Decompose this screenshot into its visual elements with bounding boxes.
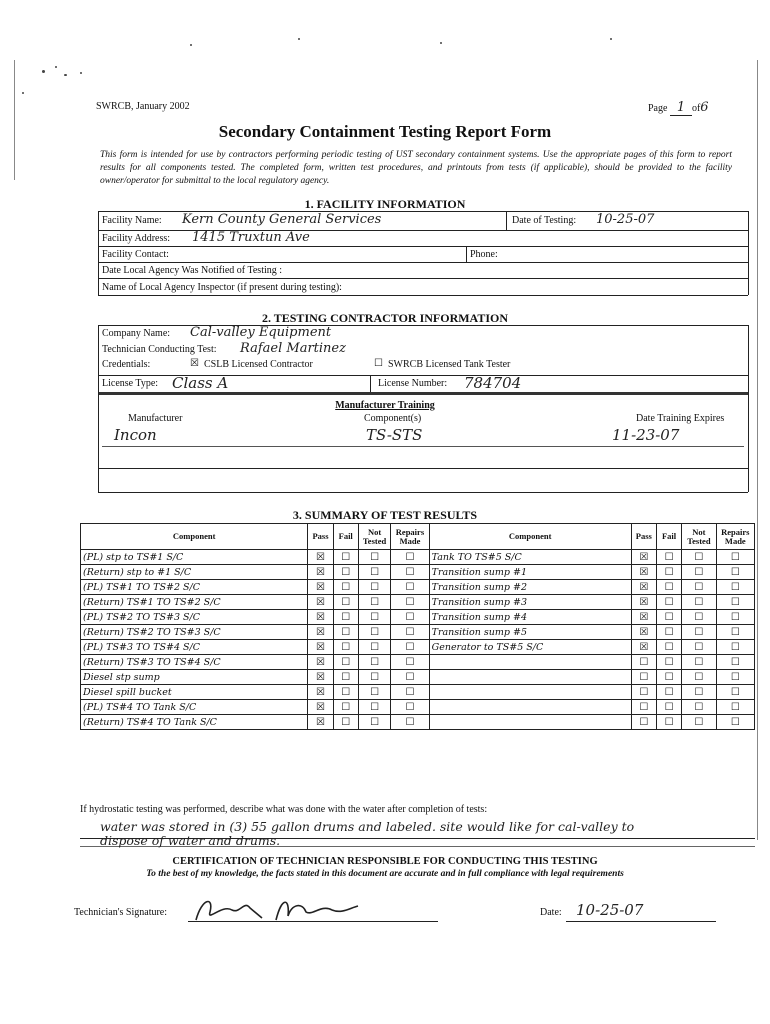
not-tested-checkbox[interactable]: ☐: [682, 655, 716, 670]
page-of-label: of: [691, 103, 701, 114]
pass-checkbox[interactable]: ☒: [631, 580, 656, 595]
license-number-label: License Number:: [378, 378, 448, 389]
section3-heading: 3. SUMMARY OF TEST RESULTS: [292, 508, 478, 522]
credentials-label: Credentials:: [102, 359, 151, 370]
component-cell[interactable]: Transition sump #3: [429, 595, 631, 610]
repairs-checkbox[interactable]: ☐: [391, 580, 429, 595]
component-cell[interactable]: (PL) stp to TS#1 S/C: [81, 550, 308, 565]
table-row: [81, 610, 755, 625]
table-row: [81, 715, 755, 730]
table-row: [81, 595, 755, 610]
not-tested-checkbox[interactable]: ☐: [358, 550, 390, 565]
not-tested-checkbox[interactable]: ☐: [358, 640, 390, 655]
repairs-checkbox[interactable]: ☐: [391, 565, 429, 580]
fail-checkbox[interactable]: ☐: [333, 580, 358, 595]
not-tested-checkbox[interactable]: ☐: [682, 595, 716, 610]
repairs-checkbox[interactable]: ☐: [716, 700, 754, 715]
not-tested-checkbox[interactable]: ☐: [358, 670, 390, 685]
col-fail-left: Fail: [333, 524, 358, 550]
repairs-checkbox[interactable]: ☐: [716, 610, 754, 625]
table-row: [81, 700, 755, 715]
component-cell[interactable]: Transition sump #5: [429, 625, 631, 640]
pass-checkbox[interactable]: ☒: [308, 640, 333, 655]
not-tested-checkbox[interactable]: ☐: [358, 685, 390, 700]
component-cell[interactable]: [429, 655, 631, 670]
hydro-label: If hydrostatic testing was performed, describe what was done with the water after completion of tests:: [80, 804, 488, 815]
pass-checkbox[interactable]: ☒: [308, 565, 333, 580]
col-not-tested-right: Not Tested: [682, 524, 716, 550]
not-tested-checkbox[interactable]: ☐: [358, 715, 390, 730]
pass-checkbox[interactable]: ☒: [308, 670, 333, 685]
form-intro: This form is intended for use by contractors performing periodic testing of UST secondary containment systems. Use the appropriate pages of this form to report results for all components tested. The completed form, written test procedures, and printouts from tests (if applicable), should be provided to the facility owner/operator for submittal to the local regulatory agency.: [100, 150, 732, 186]
col-component-right: Component: [429, 524, 631, 550]
col-not-tested-left: Not Tested: [358, 524, 390, 550]
fail-checkbox[interactable]: ☐: [656, 670, 681, 685]
signature-label: Technician's Signature:: [74, 907, 168, 918]
component-cell[interactable]: (Return) TS#1 TO TS#2 S/C: [81, 595, 308, 610]
component-cell[interactable]: Diesel stp sump: [81, 670, 308, 685]
component-cell[interactable]: Transition sump #1: [429, 565, 631, 580]
cslb-label: CSLB Licensed Contractor: [204, 359, 313, 370]
component-cell[interactable]: Transition sump #4: [429, 610, 631, 625]
pass-checkbox[interactable]: ☒: [631, 595, 656, 610]
fail-checkbox[interactable]: ☐: [333, 685, 358, 700]
component-cell[interactable]: (Return) TS#3 TO TS#4 S/C: [81, 655, 308, 670]
license-type-value[interactable]: Class A: [172, 374, 229, 392]
not-tested-checkbox[interactable]: ☐: [682, 700, 716, 715]
component-cell[interactable]: (Return) TS#2 TO TS#3 S/C: [81, 625, 308, 640]
repairs-checkbox[interactable]: ☐: [391, 655, 429, 670]
table-row: [81, 565, 755, 580]
fail-checkbox[interactable]: ☐: [656, 640, 681, 655]
fail-checkbox[interactable]: ☐: [333, 595, 358, 610]
pass-checkbox[interactable]: ☒: [631, 625, 656, 640]
component-cell[interactable]: (PL) TS#3 TO TS#4 S/C: [81, 640, 308, 655]
pass-checkbox[interactable]: ☒: [631, 565, 656, 580]
component-cell[interactable]: [429, 700, 631, 715]
pass-checkbox[interactable]: ☐: [631, 685, 656, 700]
form-title: Secondary Containment Testing Report Form: [218, 122, 552, 141]
agency-notified-label: Date Local Agency Was Notified of Testing :: [102, 265, 283, 276]
training-heading: Manufacturer Training: [335, 400, 435, 411]
license-type-label: License Type:: [102, 378, 159, 389]
facility-contact-label: Facility Contact:: [102, 249, 169, 260]
repairs-checkbox[interactable]: ☐: [716, 715, 754, 730]
hydro-line-1[interactable]: water was stored in (3) 55 gallon drums and labeled. site would like for cal-valley to: [100, 819, 635, 834]
training-manufacturer[interactable]: Incon: [114, 426, 157, 444]
repairs-checkbox[interactable]: ☐: [391, 685, 429, 700]
not-tested-checkbox[interactable]: ☐: [682, 550, 716, 565]
col-fail-right: Fail: [656, 524, 681, 550]
not-tested-checkbox[interactable]: ☐: [682, 715, 716, 730]
repairs-checkbox[interactable]: ☐: [716, 670, 754, 685]
repairs-checkbox[interactable]: ☐: [716, 640, 754, 655]
pass-checkbox[interactable]: ☐: [631, 700, 656, 715]
page-indicator: [648, 100, 709, 116]
repairs-checkbox[interactable]: ☐: [716, 565, 754, 580]
table-row: [81, 580, 755, 595]
not-tested-checkbox[interactable]: ☐: [682, 685, 716, 700]
repairs-checkbox[interactable]: ☐: [391, 595, 429, 610]
repairs-checkbox[interactable]: ☐: [391, 625, 429, 640]
repairs-checkbox[interactable]: ☐: [391, 610, 429, 625]
fail-checkbox[interactable]: ☐: [656, 685, 681, 700]
swrcb-checkbox[interactable]: ☐: [374, 358, 383, 369]
col-components: Component(s): [364, 413, 422, 424]
fail-checkbox[interactable]: ☐: [656, 625, 681, 640]
pass-checkbox[interactable]: ☒: [308, 550, 333, 565]
component-cell[interactable]: [429, 685, 631, 700]
form-revision: SWRCB, January 2002: [96, 101, 190, 112]
pass-checkbox[interactable]: ☒: [308, 625, 333, 640]
date-of-testing-value[interactable]: 10-25-07: [596, 212, 655, 227]
date-of-testing-label: Date of Testing:: [512, 215, 577, 226]
pass-checkbox[interactable]: ☐: [631, 670, 656, 685]
not-tested-checkbox[interactable]: ☐: [682, 670, 716, 685]
table-row: [81, 670, 755, 685]
repairs-checkbox[interactable]: ☐: [716, 580, 754, 595]
swrcb-label: SWRCB Licensed Tank Tester: [388, 359, 511, 370]
technician-signature: [192, 890, 362, 930]
facility-address-value[interactable]: 1415 Truxtun Ave: [192, 230, 310, 245]
not-tested-checkbox[interactable]: ☐: [682, 610, 716, 625]
table-row: [81, 655, 755, 670]
not-tested-checkbox[interactable]: ☐: [682, 580, 716, 595]
fail-checkbox[interactable]: ☐: [656, 550, 681, 565]
section1-heading: 1. FACILITY INFORMATION: [304, 197, 466, 211]
component-cell[interactable]: (PL) TS#2 TO TS#3 S/C: [81, 610, 308, 625]
not-tested-checkbox[interactable]: ☐: [358, 580, 390, 595]
col-pass-right: Pass: [631, 524, 656, 550]
hydro-line-2[interactable]: dispose of water and drums.: [100, 833, 281, 848]
component-cell[interactable]: [429, 670, 631, 685]
training-component[interactable]: TS-STS: [366, 426, 423, 444]
license-number-value[interactable]: 784704: [464, 374, 522, 392]
repairs-checkbox[interactable]: ☐: [391, 700, 429, 715]
repairs-checkbox[interactable]: ☐: [716, 550, 754, 565]
not-tested-checkbox[interactable]: ☐: [682, 640, 716, 655]
certification-statement: To the best of my knowledge, the facts stated in this document are accurate and in full compliance with legal requirements: [146, 869, 624, 879]
fail-checkbox[interactable]: ☐: [333, 670, 358, 685]
company-name-label: Company Name:: [102, 328, 171, 339]
not-tested-checkbox[interactable]: ☐: [682, 565, 716, 580]
component-cell[interactable]: (PL) TS#4 TO Tank S/C: [81, 700, 308, 715]
col-repairs-right: Repairs Made: [716, 524, 754, 550]
pass-checkbox[interactable]: ☒: [308, 610, 333, 625]
phone-label: Phone:: [470, 249, 498, 260]
component-cell[interactable]: Transition sump #2: [429, 580, 631, 595]
pass-checkbox[interactable]: ☒: [631, 610, 656, 625]
technician-label: Technician Conducting Test:: [102, 344, 217, 355]
col-pass-left: Pass: [308, 524, 333, 550]
repairs-checkbox[interactable]: ☐: [391, 670, 429, 685]
facility-name-value[interactable]: Kern County General Services: [182, 212, 382, 227]
repairs-checkbox[interactable]: ☐: [391, 715, 429, 730]
table-row: [81, 640, 755, 655]
facility-address-label: Facility Address:: [102, 233, 171, 244]
repairs-checkbox[interactable]: ☐: [391, 550, 429, 565]
repairs-checkbox[interactable]: ☐: [716, 595, 754, 610]
fail-checkbox[interactable]: ☐: [333, 700, 358, 715]
fail-checkbox[interactable]: ☐: [333, 625, 358, 640]
agency-inspector-label: Name of Local Agency Inspector (if present during testing):: [102, 282, 342, 293]
page-total: 6: [700, 100, 709, 115]
pass-checkbox[interactable]: ☒: [308, 580, 333, 595]
repairs-checkbox[interactable]: ☐: [716, 655, 754, 670]
not-tested-checkbox[interactable]: ☐: [682, 625, 716, 640]
company-name-value[interactable]: Cal-valley Equipment: [190, 325, 332, 340]
not-tested-checkbox[interactable]: ☐: [358, 700, 390, 715]
page-number: 1: [670, 100, 692, 116]
not-tested-checkbox[interactable]: ☐: [358, 565, 390, 580]
component-cell[interactable]: (PL) TS#1 TO TS#2 S/C: [81, 580, 308, 595]
not-tested-checkbox[interactable]: ☐: [358, 625, 390, 640]
fail-checkbox[interactable]: ☐: [656, 565, 681, 580]
fail-checkbox[interactable]: ☐: [656, 580, 681, 595]
pass-checkbox[interactable]: ☒: [308, 700, 333, 715]
table-row: [81, 685, 755, 700]
not-tested-checkbox[interactable]: ☐: [358, 655, 390, 670]
component-cell[interactable]: Generator to TS#5 S/C: [429, 640, 631, 655]
col-component-left: Component: [81, 524, 308, 550]
not-tested-checkbox[interactable]: ☐: [358, 610, 390, 625]
pass-checkbox[interactable]: ☐: [631, 655, 656, 670]
cslb-checkbox[interactable]: ☒: [190, 358, 199, 369]
pass-checkbox[interactable]: ☒: [631, 550, 656, 565]
not-tested-checkbox[interactable]: ☐: [358, 595, 390, 610]
component-cell[interactable]: Diesel spill bucket: [81, 685, 308, 700]
repairs-checkbox[interactable]: ☐: [716, 625, 754, 640]
cert-date-value[interactable]: 10-25-07: [576, 901, 644, 919]
cert-date-label: Date:: [540, 907, 562, 918]
fail-checkbox[interactable]: ☐: [333, 715, 358, 730]
repairs-checkbox[interactable]: ☐: [391, 640, 429, 655]
fail-checkbox[interactable]: ☐: [333, 655, 358, 670]
pass-checkbox[interactable]: ☐: [631, 715, 656, 730]
table-row: [81, 550, 755, 565]
fail-checkbox[interactable]: ☐: [656, 655, 681, 670]
fail-checkbox[interactable]: ☐: [656, 715, 681, 730]
summary-table: [80, 523, 755, 730]
page-label: Page: [648, 103, 668, 114]
col-expires: Date Training Expires: [636, 413, 725, 424]
fail-checkbox[interactable]: ☐: [333, 610, 358, 625]
training-expires[interactable]: 11-23-07: [612, 426, 680, 444]
fail-checkbox[interactable]: ☐: [656, 610, 681, 625]
pass-checkbox[interactable]: ☒: [308, 685, 333, 700]
pass-checkbox[interactable]: ☒: [308, 595, 333, 610]
repairs-checkbox[interactable]: ☐: [716, 685, 754, 700]
pass-checkbox[interactable]: ☒: [631, 640, 656, 655]
fail-checkbox[interactable]: ☐: [333, 550, 358, 565]
section2-heading: 2. TESTING CONTRACTOR INFORMATION: [261, 311, 509, 325]
fail-checkbox[interactable]: ☐: [656, 700, 681, 715]
fail-checkbox[interactable]: ☐: [656, 595, 681, 610]
col-manufacturer: Manufacturer: [128, 413, 183, 424]
technician-value[interactable]: Rafael Martinez: [240, 341, 346, 356]
component-cell[interactable]: [429, 715, 631, 730]
table-row: [81, 625, 755, 640]
component-cell[interactable]: (Return) TS#4 TO Tank S/C: [81, 715, 308, 730]
component-cell[interactable]: Tank TO TS#5 S/C: [429, 550, 631, 565]
pass-checkbox[interactable]: ☒: [308, 655, 333, 670]
fail-checkbox[interactable]: ☐: [333, 565, 358, 580]
component-cell[interactable]: (Return) stp to #1 S/C: [81, 565, 308, 580]
certification-heading: CERTIFICATION OF TECHNICIAN RESPONSIBLE FOR CONDUCTING THIS TESTING: [172, 856, 598, 867]
pass-checkbox[interactable]: ☒: [308, 715, 333, 730]
facility-name-label: Facility Name:: [102, 215, 162, 226]
fail-checkbox[interactable]: ☐: [333, 640, 358, 655]
col-repairs-left: Repairs Made: [391, 524, 429, 550]
